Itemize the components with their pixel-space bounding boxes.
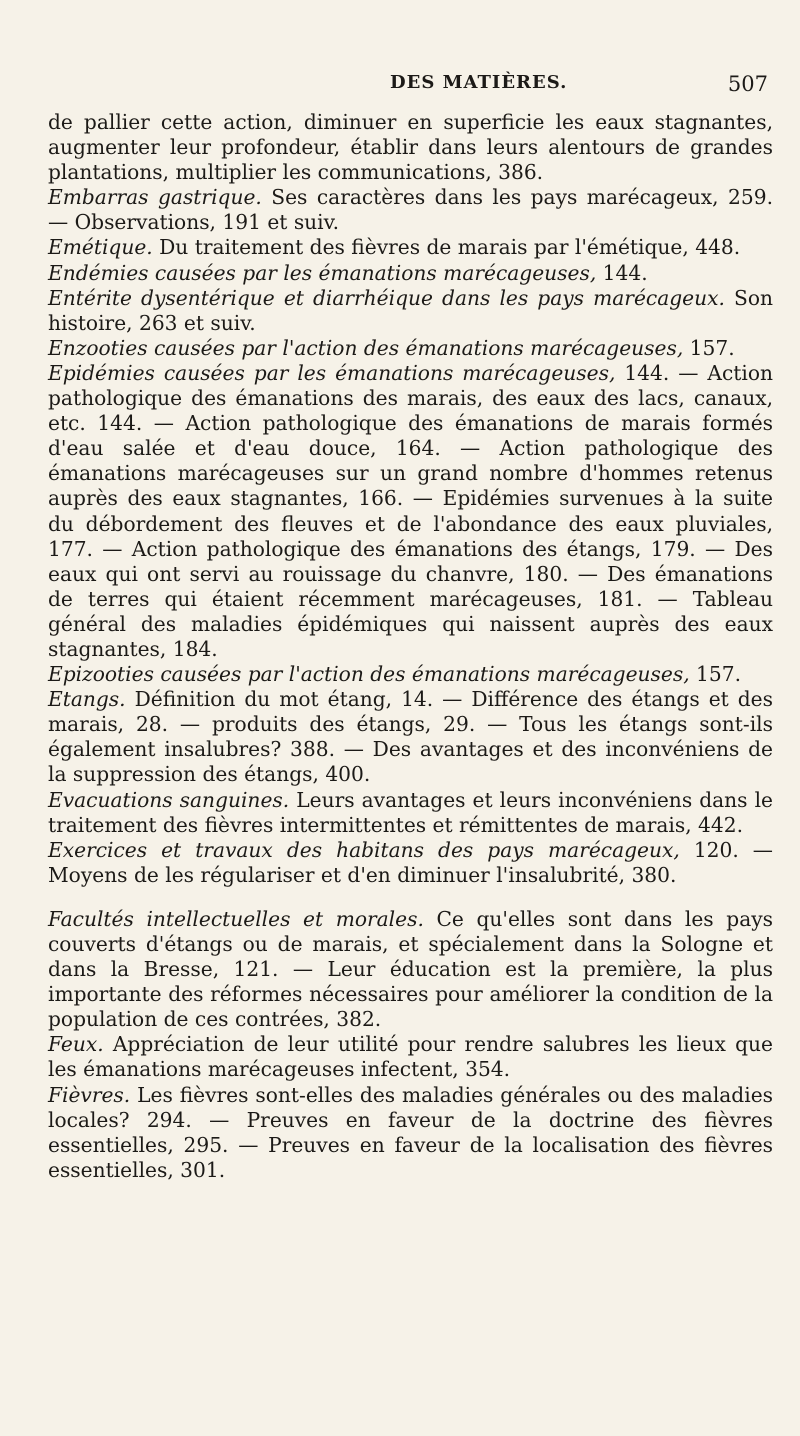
entry-term: Entérite dysentérique et diarrhéique dans les pays marécageux. [48, 285, 725, 310]
index-entry [48, 235, 773, 260]
entry-term: Embarras gastrique. [48, 185, 262, 210]
index-body [48, 110, 773, 1183]
entry-text: Définition du mot étang, 14. — Différence des étangs et des marais, 28. — produits des étangs, 29. — Tous les étangs sont-ils également insalubres? 388. — Des avantages et des inconvéniens de la suppression des étangs, 400. [48, 687, 773, 787]
index-entry [48, 838, 773, 888]
entry-text: Appréciation de leur utilité pour rendre salubres les lieux que les émanations marécageuses infectent, 354. [48, 1032, 773, 1082]
entry-term: Feux. [48, 1032, 104, 1057]
index-entry [48, 361, 773, 662]
entry-term: Epidémies causées par les émanations marécageuses, [48, 360, 616, 385]
entry-term: Endémies causées par les émanations marécageuses, [48, 260, 597, 285]
index-entry [48, 907, 773, 1032]
index-entry: de pallier cette action, diminuer en superficie les eaux stagnantes, augmenter leur profondeur, établir dans leurs alentours de grandes plantations, multiplier les communications, 386. [48, 110, 773, 185]
entry-term: Etangs. [48, 687, 126, 712]
entry-text: Ce qu'elles sont dans les pays couverts d'étangs ou de marais, et spécialement dans la Sologne et dans la Bresse, 121. — Leur éducation est la première, la plus importante des réformes nécessaires pour améliorer la condition de la population de ces contrées, 382. [48, 906, 773, 1032]
page-number: 507 [727, 72, 768, 96]
entry-text: 120. — Moyens de les régulariser et d'en diminuer l'insalubrité, 380. [48, 837, 773, 887]
entry-text: Son histoire, 263 et suiv. [48, 285, 773, 335]
index-entry [48, 1032, 773, 1082]
entry-term: Evacuations sanguines. [48, 787, 290, 812]
index-entry [48, 1083, 773, 1183]
entry-text: Les fièvres sont-elles des maladies générales ou des maladies locales? 294. — Preuves en faveur de la doctrine des fièvres essentielles, 295. — Preuves en faveur de la localisation des fièvres essentielles, 301. [48, 1082, 773, 1182]
index-entry [48, 286, 773, 336]
index-entry [48, 687, 773, 787]
index-entry [48, 788, 773, 838]
index-entry [48, 662, 773, 687]
entry-term: Exercices et travaux des habitans des pays marécageux, [48, 837, 680, 862]
page-header [48, 72, 768, 102]
entry-text: 144. — Action pathologique des émanations des marais, des eaux des lacs, canaux, etc. 144. — Action pathologique des émanations de marais formés d'eau salée et d'eau douce, 164. — Action pathologique des émanations marécageuses sur un grand nombre d'hommes retenus auprès des eaux stagnantes, 166. — Epidémies survenues à la suite du débordement des fleuves et de l'abondance des eaux pluviales, 177. — Action pathologique des émanations des étangs, 179. — Des eaux qui ont servi au rouissage du chanvre, 180. — Des émanations de terres qui étaient récemment marécageuses, 181. — Tableau général des maladies épidémiques qui naissent auprès des eaux stagnantes, 184. [48, 360, 773, 661]
index-entry [48, 336, 773, 361]
entry-term: Enzooties causées par l'action des émanations marécageuses, [48, 335, 684, 360]
entry-text: 144. [596, 260, 648, 285]
entry-text: Du traitement des fièvres de marais par l'émétique, 448. [152, 235, 741, 260]
index-entry [48, 261, 773, 286]
entry-text: Leurs avantages et leurs inconvéniens dans le traitement des fièvres intermittentes et rémittentes de marais, 442. [48, 787, 774, 837]
running-head: DES MATIÈRES. [390, 72, 568, 93]
entry-term: Epizooties causées par l'action des émanations marécageuses, [48, 662, 690, 687]
entry-text: Ses caractères dans les pays marécageux, 259. — Observations, 191 et suiv. [48, 185, 773, 235]
entry-text: 157. [689, 662, 741, 687]
entry-term: Fièvres. [48, 1082, 131, 1107]
entry-term: Facultés intellectuelles et morales. [48, 906, 424, 931]
entry-term: Emétique. [48, 235, 153, 260]
index-entry [48, 185, 773, 235]
entry-text: 157. [683, 335, 735, 360]
